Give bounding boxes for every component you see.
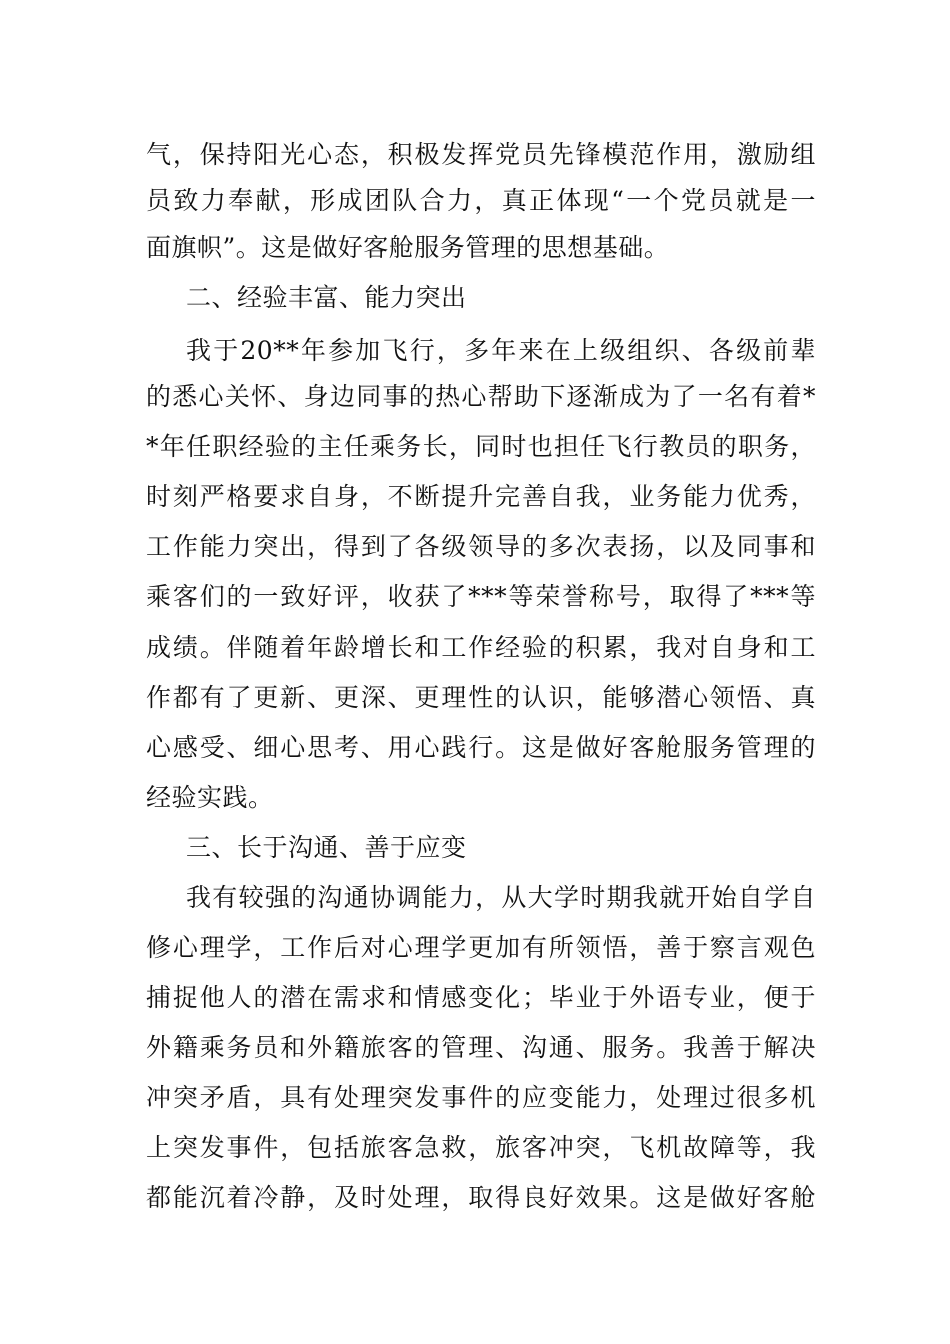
paragraph-line: 冲突矛盾，具有处理突发事件的应变能力，处理过很多机 <box>146 1083 816 1112</box>
paragraph-line: 的悉心关怀、身边同事的热心帮助下逐渐成为了一名有着* <box>146 382 816 411</box>
paragraph-line: 成绩。伴随着年龄增长和工作经验的积累，我对自身和工 <box>146 633 816 662</box>
paragraph-line: 面旗帜”。这是做好客舱服务管理的思想基础。 <box>146 233 670 262</box>
paragraph-line: 乘客们的一致好评，收获了***等荣誉称号，取得了***等 <box>146 582 816 611</box>
paragraph-line: 经验实践。 <box>146 783 274 812</box>
paragraph-line: 作都有了更新、更深、更理性的认识，能够潜心领悟、真 <box>146 683 816 712</box>
paragraph-line: *年任职经验的主任乘务长，同时也担任飞行教员的职务， <box>146 432 816 461</box>
paragraph-line: 外籍乘务员和外籍旅客的管理、沟通、服务。我善于解决 <box>146 1033 816 1062</box>
paragraph-line: 时刻严格要求自身，不断提升完善自我，业务能力优秀， <box>146 482 816 511</box>
paragraph-line: 心感受、细心思考、用心践行。这是做好客舱服务管理的 <box>146 733 816 762</box>
paragraph-line: 修心理学，工作后对心理学更加有所领悟，善于察言观色 <box>146 933 816 962</box>
paragraph-line: 捕捉他人的潜在需求和情感变化；毕业于外语专业，便于 <box>146 983 816 1012</box>
section-heading: 三、长于沟通、善于应变 <box>186 833 467 862</box>
paragraph-line: 我于20**年参加飞行，多年来在上级组织、各级前辈 <box>186 336 816 365</box>
paragraph-line: 员致力奉献，形成团队合力，真正体现“一个党员就是一 <box>146 186 816 215</box>
paragraph-line: 我有较强的沟通协调能力，从大学时期我就开始自学自 <box>186 883 816 912</box>
paragraph-line: 工作能力突出，得到了各级领导的多次表扬，以及同事和 <box>146 532 816 561</box>
section-heading: 二、经验丰富、能力突出 <box>186 283 467 312</box>
paragraph-line: 上突发事件，包括旅客急救，旅客冲突，飞机故障等，我 <box>146 1133 816 1162</box>
paragraph-line: 气，保持阳光心态，积极发挥党员先锋模范作用，激励组 <box>146 140 816 169</box>
paragraph-line: 都能沉着冷静，及时处理，取得良好效果。这是做好客舱 <box>146 1183 816 1212</box>
